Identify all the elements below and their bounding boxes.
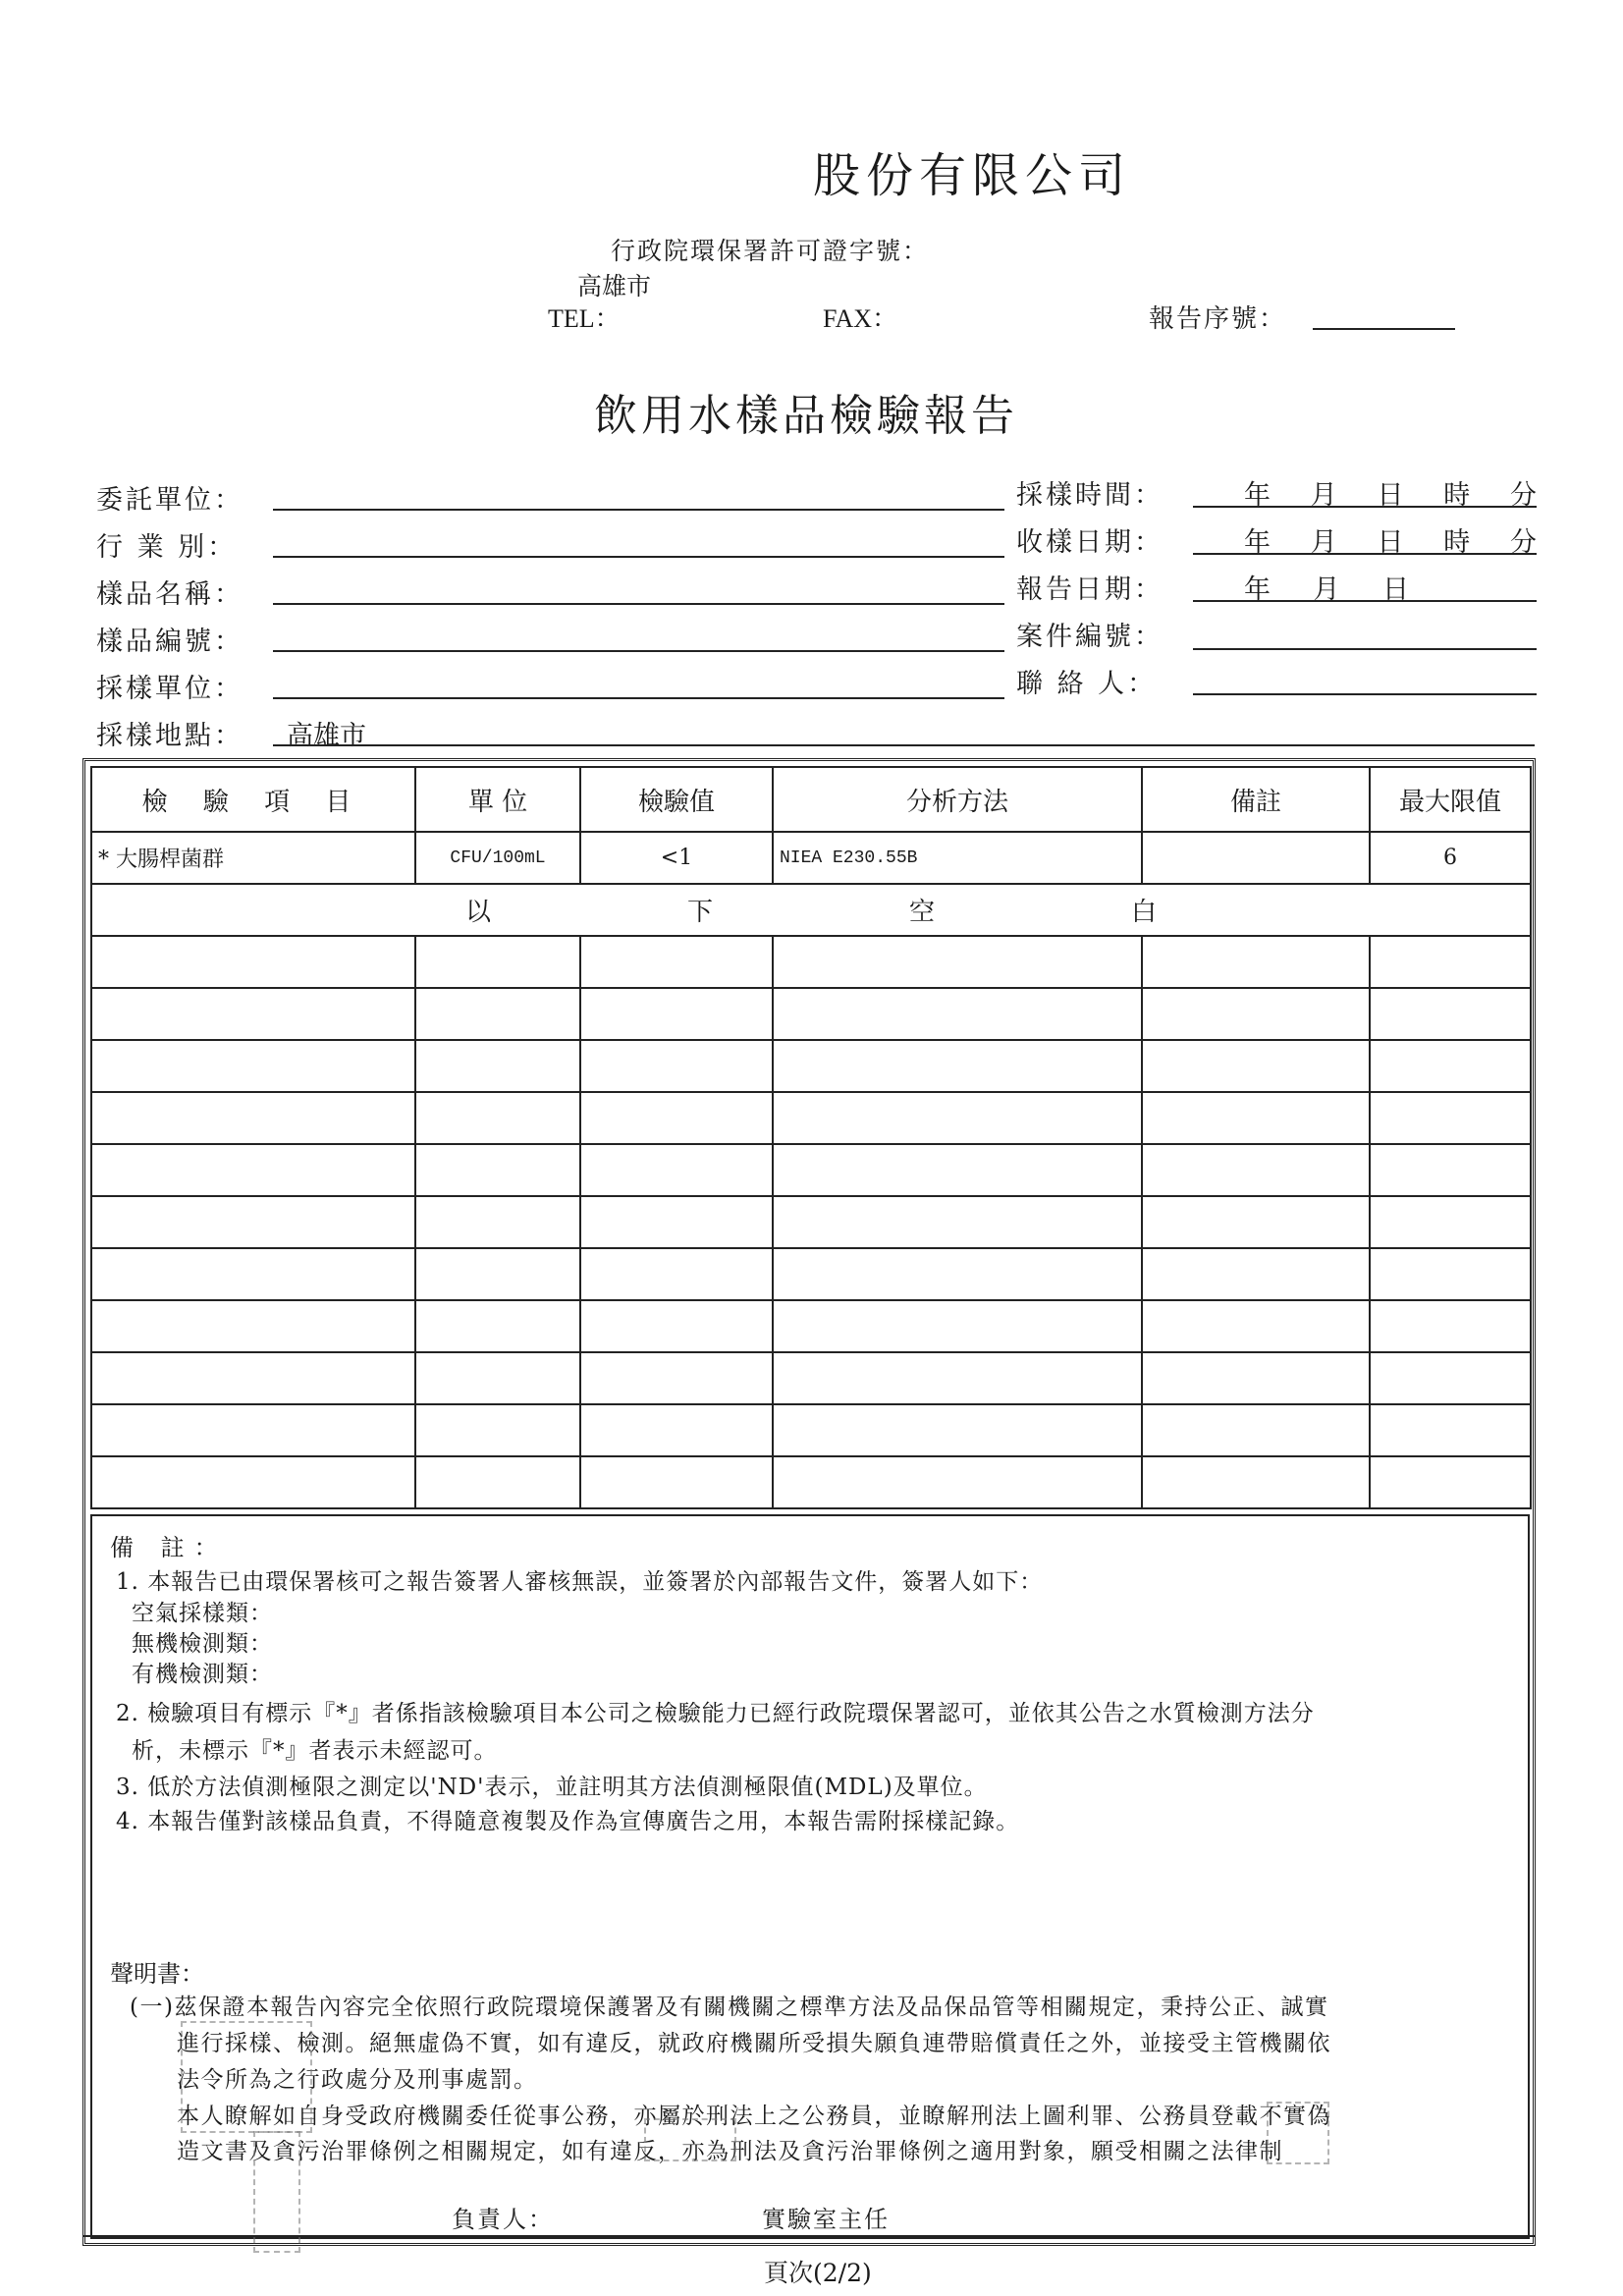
empty-cell <box>580 936 773 988</box>
report-serial-label: 報告序號： <box>1149 304 1287 334</box>
empty-table-row <box>91 988 1531 1040</box>
empty-cell <box>1142 1092 1370 1144</box>
empty-cell <box>580 1248 773 1300</box>
empty-cell <box>91 1352 415 1404</box>
empty-cell <box>580 1040 773 1092</box>
field-receipt-date <box>1193 553 1537 555</box>
blank-marker-char: 下 <box>686 898 713 927</box>
field-client <box>273 509 1004 511</box>
cell-max-limit: 6 <box>1370 832 1531 884</box>
blank-marker-char: 空 <box>908 898 935 927</box>
empty-table-row <box>91 1040 1531 1092</box>
empty-cell <box>1370 988 1531 1040</box>
empty-cell <box>1370 1248 1531 1300</box>
field-label-report-date: 報告日期： <box>1016 574 1163 605</box>
day-label: 日 <box>1377 480 1404 511</box>
empty-cell <box>415 1456 580 1508</box>
empty-cell <box>1370 1092 1531 1144</box>
empty-cell <box>415 1352 580 1404</box>
fax-label: FAX： <box>823 304 898 333</box>
empty-cell <box>773 936 1142 988</box>
declaration-line: 造文書及貪污治罪條例之相關規定，如有違反，亦為刑法及貪污治罪條例之適用對象，願受相關之法律制 <box>177 2139 1283 2164</box>
permit-label: 行政院環保署許可證字號： <box>611 237 930 265</box>
blank-marker-row <box>91 884 1531 936</box>
empty-cell <box>1142 988 1370 1040</box>
cell-test-item: * 大腸桿菌群 <box>91 832 415 884</box>
notes-title: 備 註： <box>110 1534 228 1561</box>
empty-cell <box>1142 1404 1370 1456</box>
empty-cell <box>1370 1404 1531 1456</box>
empty-cell <box>91 1144 415 1196</box>
empty-cell <box>773 1404 1142 1456</box>
field-label-sample-name: 樣品名稱： <box>96 579 243 610</box>
empty-cell <box>1142 1300 1370 1352</box>
empty-cell <box>1142 1196 1370 1248</box>
results-table <box>90 766 1532 1509</box>
year-label: 年 <box>1244 527 1271 558</box>
blank-marker-char: 以 <box>464 898 491 927</box>
field-industry <box>273 556 1004 558</box>
hour-label: 時 <box>1443 480 1471 511</box>
empty-cell <box>580 1456 773 1508</box>
field-sampling-time <box>1193 506 1537 508</box>
field-contact <box>1193 693 1537 695</box>
empty-cell <box>1142 1040 1370 1092</box>
day-label: 日 <box>1382 574 1409 605</box>
declaration-title: 聲明書： <box>110 1960 204 1988</box>
note-item: 空氣採樣類： <box>132 1601 273 1626</box>
empty-cell <box>580 988 773 1040</box>
empty-cell <box>91 988 415 1040</box>
header-test-value: 檢驗值 <box>580 767 773 832</box>
empty-cell <box>1370 1144 1531 1196</box>
empty-cell <box>773 1300 1142 1352</box>
empty-cell <box>1142 1144 1370 1196</box>
empty-cell <box>91 1040 415 1092</box>
empty-cell <box>773 1196 1142 1248</box>
note-item: 2. 檢驗項目有標示『*』者係指該檢驗項目本公司之檢驗能力已經行政院環保署認可，並依其公告之水質檢測方法分 <box>116 1701 1315 1726</box>
declaration-line: 法令所為之行政處分及刑事處罰。 <box>177 2067 538 2093</box>
empty-cell <box>1370 1196 1531 1248</box>
declaration-line: 進行採樣、檢測。絕無虛偽不實，如有違反，就政府機關所受損失願負連帶賠償責任之外，並接受主管機關依 <box>177 2031 1331 2056</box>
field-label-sampling-time: 採樣時間： <box>1016 480 1163 511</box>
field-label-sampling-unit: 採樣單位： <box>96 674 243 704</box>
empty-cell <box>415 988 580 1040</box>
empty-cell <box>1370 936 1531 988</box>
empty-cell <box>580 1196 773 1248</box>
empty-table-row <box>91 1456 1531 1508</box>
blank-marker <box>92 892 1530 928</box>
empty-cell <box>773 1040 1142 1092</box>
empty-table-row <box>91 1144 1531 1196</box>
header-remarks: 備註 <box>1142 767 1370 832</box>
empty-cell <box>1370 1456 1531 1508</box>
minute-label: 分 <box>1510 480 1537 511</box>
empty-cell <box>773 1092 1142 1144</box>
field-label-contact: 聯 絡 人： <box>1016 669 1158 699</box>
day-label: 日 <box>1377 527 1404 558</box>
field-label-industry: 行 業 別： <box>96 532 238 563</box>
seal-stamp <box>644 2118 736 2161</box>
field-sampling-location-value: 高雄市 <box>287 721 366 751</box>
field-sample-name <box>273 603 1004 605</box>
note-item: 析，未標示『*』者表示未經認可。 <box>132 1738 498 1764</box>
empty-cell <box>91 1300 415 1352</box>
empty-cell <box>91 1404 415 1456</box>
empty-cell <box>580 1144 773 1196</box>
empty-table-row <box>91 1092 1531 1144</box>
hour-label: 時 <box>1443 527 1471 558</box>
empty-cell <box>773 988 1142 1040</box>
cell-method: NIEA E230.55B <box>773 832 1142 884</box>
empty-table-row <box>91 1300 1531 1352</box>
note-item: 有機檢測類： <box>132 1662 273 1687</box>
empty-cell <box>1370 1300 1531 1352</box>
page-number: 頁次(2/2) <box>764 2259 872 2287</box>
empty-cell <box>580 1092 773 1144</box>
declaration-line: 本人瞭解如自身受政府機關委任從事公務，亦屬於刑法上之公務員，並瞭解刑法上圖利罪、公務員登載不實偽 <box>177 2104 1331 2129</box>
empty-table-row <box>91 1404 1531 1456</box>
empty-cell <box>415 1144 580 1196</box>
empty-table-row <box>91 1352 1531 1404</box>
month-label: 月 <box>1313 574 1340 605</box>
empty-cell <box>580 1404 773 1456</box>
footer-divider <box>82 2235 1536 2237</box>
field-sample-id <box>273 650 1004 652</box>
empty-cell <box>773 1248 1142 1300</box>
empty-cell <box>1142 936 1370 988</box>
empty-table-row <box>91 936 1531 988</box>
cell-test-value: <1 <box>580 832 773 884</box>
empty-cell <box>415 936 580 988</box>
field-label-case-id: 案件編號： <box>1016 622 1163 652</box>
note-item: 無機檢測類： <box>132 1631 273 1657</box>
empty-cell <box>415 1092 580 1144</box>
empty-table-row <box>91 1196 1531 1248</box>
empty-cell <box>91 1248 415 1300</box>
tel-label: TEL： <box>548 304 621 333</box>
empty-cell <box>773 1352 1142 1404</box>
field-report-date <box>1193 600 1537 602</box>
field-label-sample-id: 樣品編號： <box>96 627 243 657</box>
header-test-item: 檢 驗 項 目 <box>91 767 415 832</box>
report-title: 飲用水樣品檢驗報告 <box>594 391 1018 441</box>
table-row <box>91 832 1531 884</box>
cell-unit: CFU/100mL <box>415 832 580 884</box>
header-max-limit: 最大限值 <box>1370 767 1531 832</box>
note-item: 1. 本報告已由環保署核可之報告簽署人審核無誤，並簽署於內部報告文件，簽署人如下： <box>116 1569 1044 1595</box>
empty-cell <box>415 1300 580 1352</box>
table-header-row <box>91 767 1531 832</box>
company-address: 高雄市 <box>577 272 652 301</box>
lab-director-label: 實驗室主任 <box>762 2206 890 2233</box>
empty-table-row <box>91 1248 1531 1300</box>
field-sampling-unit <box>273 697 1004 699</box>
empty-cell <box>580 1352 773 1404</box>
field-label-sampling-location: 採樣地點： <box>96 721 243 751</box>
responsible-person-label: 負責人： <box>452 2206 554 2233</box>
year-label: 年 <box>1244 480 1271 511</box>
report-serial-field <box>1313 328 1455 330</box>
field-case-id <box>1193 648 1537 650</box>
seal-stamp <box>181 2021 312 2133</box>
cell-remarks <box>1142 832 1370 884</box>
empty-cell <box>1370 1040 1531 1092</box>
empty-cell <box>91 1196 415 1248</box>
year-label: 年 <box>1244 574 1271 605</box>
header-method: 分析方法 <box>773 767 1142 832</box>
empty-cell <box>1142 1352 1370 1404</box>
note-item: 4. 本報告僅對該樣品負責，不得隨意複製及作為宣傳廣告之用，本報告需附採樣記錄。 <box>116 1809 1020 1834</box>
field-sampling-location <box>273 744 1535 746</box>
month-label: 月 <box>1310 480 1337 511</box>
empty-cell <box>580 1300 773 1352</box>
field-label-client: 委託單位： <box>96 485 243 516</box>
empty-cell <box>91 1456 415 1508</box>
field-label-receipt-date: 收樣日期： <box>1016 527 1163 558</box>
empty-cell <box>91 936 415 988</box>
empty-cell <box>1142 1248 1370 1300</box>
empty-cell <box>91 1092 415 1144</box>
note-item: 3. 低於方法偵測極限之測定以'ND'表示，並註明其方法偵測極限值(MDL)及單位。 <box>116 1775 988 1800</box>
minute-label: 分 <box>1510 527 1537 558</box>
header-unit: 單 位 <box>415 767 580 832</box>
empty-cell <box>415 1040 580 1092</box>
empty-cell <box>415 1248 580 1300</box>
empty-cell <box>415 1404 580 1456</box>
empty-cell <box>773 1456 1142 1508</box>
empty-cell <box>1370 1352 1531 1404</box>
company-name: 股份有限公司 <box>813 148 1132 203</box>
declaration-line: (一)茲保證本報告內容完全依照行政院環境保護署及有關機關之標準方法及品保品管等相關規定，秉持公正、誠實 <box>130 1995 1329 2020</box>
blank-marker-char: 白 <box>1130 898 1157 927</box>
empty-cell <box>415 1196 580 1248</box>
empty-cell <box>773 1144 1142 1196</box>
empty-cell <box>1142 1456 1370 1508</box>
seal-stamp <box>1267 2102 1329 2164</box>
month-label: 月 <box>1310 527 1337 558</box>
